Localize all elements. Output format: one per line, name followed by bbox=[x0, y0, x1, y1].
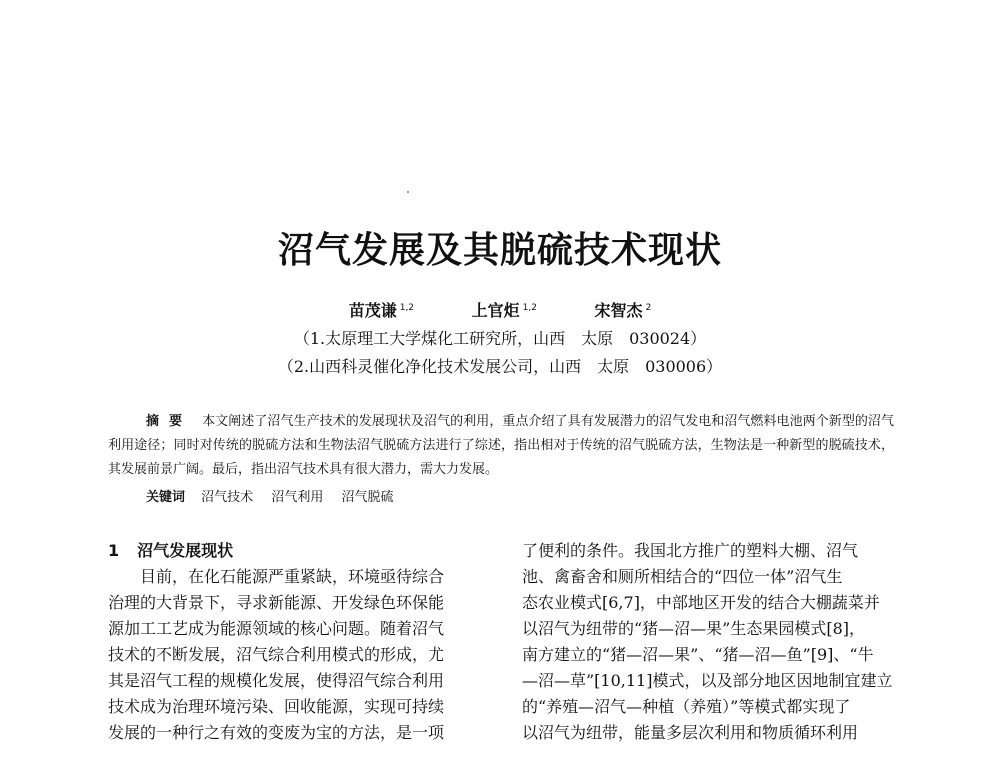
affiliation-1: （1.太原理工大学煤化工研究所，山西 太原 030024） bbox=[293, 329, 707, 348]
paper-title: 沼气发展及其脱硫技术现状 bbox=[277, 229, 722, 271]
author-list bbox=[0, 298, 1000, 321]
keyword: 沼气技术 bbox=[201, 490, 254, 505]
body-line: 的“养殖—沼气—种植（养殖）”等模式都实现了 bbox=[522, 697, 851, 716]
author bbox=[472, 298, 537, 321]
scan-speck bbox=[407, 191, 409, 193]
body-line: 发展的一种行之有效的变废为宝的方法，是一项 bbox=[108, 723, 445, 742]
section-title: 沼气发展现状 bbox=[137, 541, 234, 560]
section-number: 1 bbox=[108, 541, 120, 560]
body-line: 南方建立的“猪—沼—果”、“猪—沼—鱼”[9]、“牛 bbox=[522, 645, 874, 664]
keywords bbox=[146, 486, 407, 505]
abstract-label: 摘要 bbox=[146, 414, 193, 429]
left-column bbox=[108, 538, 482, 746]
affiliation-2: （2.山西科灵催化净化技术发展公司，山西 太原 030006） bbox=[277, 357, 723, 376]
author-affil-mark: 1,2 bbox=[399, 302, 415, 313]
author-name: 上官炬 bbox=[471, 301, 520, 320]
body-line: 其是沼气工程的规模化发展，使得沼气综合利用 bbox=[108, 671, 445, 690]
body-line: 技术成为治理环境污染、回收能源，实现可持续 bbox=[108, 697, 445, 716]
body-line: 了便利的条件。我国北方推广的塑料大棚、沼气 bbox=[522, 541, 859, 560]
body-line: —沼—草”[10,11]模式，以及部分地区因地制宜建立 bbox=[522, 671, 893, 690]
body-line: 目前，在化石能源严重紧缺，环境亟待综合 bbox=[140, 567, 445, 586]
section-heading bbox=[108, 538, 482, 564]
abstract bbox=[108, 410, 894, 482]
author bbox=[349, 298, 414, 321]
abstract-text: 本文阐述了沼气生产技术的发展现状及沼气的利用，重点介绍了具有发展潜力的沼气发电和沼气燃料电池两个新型的沼气利用途径；同时对传统的脱硫方法和生物法沼气脱硫方法进行了综述，指出相对于传统的沼气脱硫方法，生物法是一种新型的脱硫技术，其发展前景广阔。最后，指出沼气技术具有很大潜力，需大力发展。 bbox=[108, 414, 894, 477]
right-column bbox=[522, 538, 896, 746]
author-name: 苗茂谦 bbox=[348, 301, 397, 320]
body-line: 态农业模式[6,7]，中部地区开发的结合大棚蔬菜并 bbox=[522, 593, 880, 612]
author-affil-mark: 2 bbox=[645, 302, 652, 313]
body-line: 源加工工艺成为能源领域的核心问题。随着沼气 bbox=[108, 619, 445, 638]
keyword: 沼气脱硫 bbox=[341, 490, 394, 505]
body-line: 池、禽畜舍和厕所相结合的“四位一体”沼气生 bbox=[522, 567, 843, 586]
body-line: 以沼气为纽带，能量多层次利用和物质循环利用 bbox=[522, 723, 859, 742]
body-line: 治理的大背景下，寻求新能源、开发绿色环保能 bbox=[108, 593, 445, 612]
author-name: 宋智杰 bbox=[594, 301, 643, 320]
author bbox=[595, 298, 652, 321]
keywords-label: 关键词 bbox=[146, 490, 186, 505]
author-affil-mark: 1,2 bbox=[522, 302, 537, 313]
keyword: 沼气利用 bbox=[271, 490, 324, 505]
body-line: 以沼气为纽带的“猪—沼—果”生态果园模式[8]， bbox=[522, 619, 866, 638]
body-line: 技术的不断发展，沼气综合利用模式的形成，尤 bbox=[108, 645, 445, 664]
